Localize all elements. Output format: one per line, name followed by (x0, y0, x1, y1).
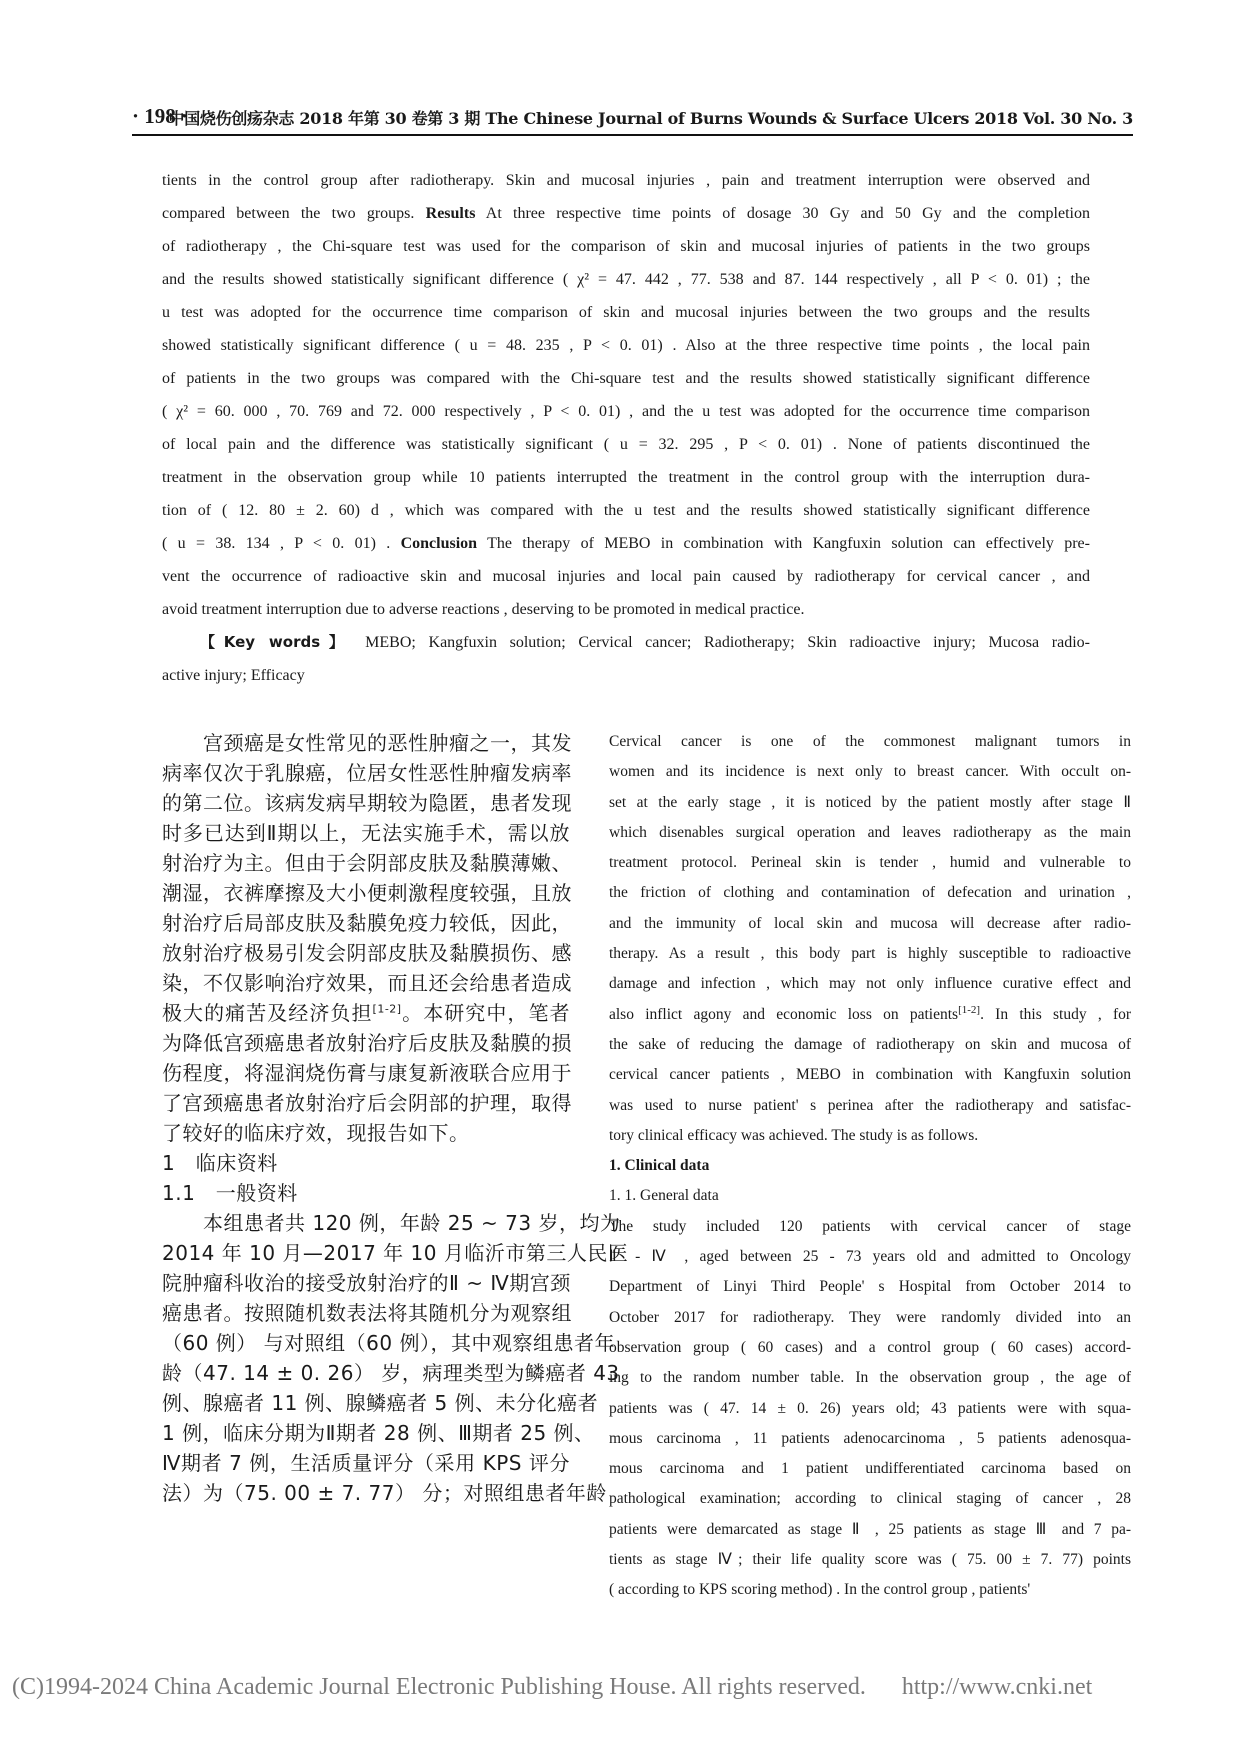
abstract-line: ( χ² = 60. 000 , 70. 769 and 72. 000 respectively , P < 0. 01) , and the u test was adopted for the occurrence time comparison (162, 403, 1090, 420)
abstract-line: of patients in the two groups was compared with the Chi-square test and the results showed statistically significant difference (162, 370, 1090, 387)
body-line: mous carcinoma , 11 patients adenocarcinoma , 5 patients adenosqua- (609, 1429, 1131, 1447)
abstract-line: u test was adopted for the occurrence time comparison of skin and mucosal injuries between the two groups and the results (162, 304, 1090, 321)
conclusion-label: Conclusion (400, 535, 478, 552)
body-line: Ⅱ - Ⅳ , aged between 25 - 73 years old and admitted to Oncology (609, 1248, 1131, 1266)
body-line: patients was ( 47. 14 ± 0. 26) years old; 43 patients were with squa- (609, 1399, 1131, 1417)
body-line: 院肿瘤科收治的接受放射治疗的Ⅱ ~ Ⅳ期宫颈 (162, 1271, 571, 1295)
page-number: · 198 · (132, 104, 189, 128)
body-line: 2014 年 10 月—2017 年 10 月临沂市第三人民医 (162, 1241, 629, 1265)
body-line: women and its incidence is next only to breast cancer. With occult on- (609, 763, 1131, 781)
body-line: set at the early stage , it is noticed by the patient mostly after stage Ⅱ (609, 793, 1131, 811)
body-line: 了宫颈癌患者放射治疗后会阴部的护理，取得 (162, 1091, 572, 1115)
body-line: 的第二位。该病发病早期较为隐匿，患者发现 (162, 791, 572, 815)
body-line: October 2017 for radiotherapy. They were randomly divided into an (609, 1308, 1131, 1326)
body-line: 伤程度，将湿润烧伤膏与康复新液联合应用于 (162, 1061, 572, 1085)
abstract-line: compared between the two groups. Results At three respective time points of dosage 30 Gy and 50 Gy and the completion (162, 205, 1090, 222)
body-line: ( according to KPS scoring method) . In the control group , patients' (609, 1581, 1031, 1599)
chinese-body-column (162, 728, 629, 1508)
body-line: which disenables surgical operation and leaves radiotherapy as the main (609, 823, 1131, 841)
english-body-column (609, 727, 1131, 1606)
body-line: 为降低宫颈癌患者放射治疗后皮肤及黏膜的损 (162, 1031, 572, 1055)
abstract-line: tients in the control group after radiotherapy. Skin and mucosal injuries , pain and treatment interruption were observed and (162, 172, 1090, 189)
body-line: and the immunity of local skin and mucosa will decrease after radio- (609, 914, 1131, 932)
cnki-url[interactable]: http://www.cnki.net (901, 1674, 1093, 1700)
keywords-label: 【Key words】 (200, 633, 353, 651)
body-line: 癌患者。按照随机数表法将其随机分为观察组 (162, 1301, 572, 1325)
keywords-line: 【Key words】 MEBO; Kangfuxin solution; Cervical cancer; Radiotherapy; Skin radioactive injury; Mucosa radio- (200, 633, 1090, 651)
body-line: 射治疗为主。但由于会阴部皮肤及黏膜薄嫩、 (162, 851, 572, 875)
body-line: 1 例，临床分期为Ⅱ期者 28 例、Ⅲ期者 25 例、 (162, 1421, 595, 1445)
subsection-heading: 1. 1. General data (609, 1187, 719, 1205)
copyright-text: (C)1994-2024 China Academic Journal Electronic Publishing House. All rights reserved. (12, 1674, 866, 1700)
citation: [1-2] (958, 1003, 981, 1016)
body-line: Ⅳ期者 7 例，生活质量评分（采用 KPS 评分 (162, 1451, 570, 1475)
body-line: treatment protocol. Perineal skin is tender , humid and vulnerable to (609, 854, 1131, 872)
abstract-line: avoid treatment interruption due to adverse reactions , deserving to be promoted in medical practice. (162, 601, 805, 618)
subsection-heading: 1.1 一般资料 (162, 1181, 298, 1205)
body-line: mous carcinoma and 1 patient undifferentiated carcinoma based on (609, 1460, 1131, 1478)
abstract-line: treatment in the observation group while 10 patients interrupted the treatment in the control group with the interruption dura- (162, 469, 1090, 486)
body-line: ing to the random number table. In the observation group , the age of (609, 1369, 1131, 1387)
results-label: Results (425, 205, 476, 222)
body-line: also inflict agony and economic loss on patients[1-2]. In this study , for (609, 1003, 1132, 1023)
header-rule (132, 134, 1133, 136)
body-line: 了较好的临床疗效，现报告如下。 (162, 1121, 470, 1145)
body-line: The study included 120 patients with cervical cancer of stage (609, 1217, 1131, 1235)
abstract-line: ( u = 38. 134 , P < 0. 01) . Conclusion The therapy of MEBO in combination with Kangfuxin solution can effectively pre- (162, 535, 1090, 552)
body-line: therapy. As a result , this body part is highly susceptible to radioactive (609, 945, 1131, 963)
body-line: tory clinical efficacy was achieved. The study is as follows. (609, 1126, 979, 1144)
body-line: 放射治疗极易引发会阴部皮肤及黏膜损伤、感 (162, 941, 572, 965)
abstract-line: of radiotherapy , the Chi-square test was used for the comparison of skin and mucosal injuries of patients in the two groups (162, 238, 1090, 255)
body-line: 龄（47. 14 ± 0. 26） 岁，病理类型为鳞癌者 43 (162, 1361, 620, 1385)
keywords-line: active injury; Efficacy (162, 667, 305, 684)
body-line: 染，不仅影响治疗效果，而且还会给患者造成 (162, 971, 572, 995)
body-line: the sake of reducing the damage of radiotherapy on skin and mucosa of (609, 1035, 1131, 1053)
body-line: 极大的痛苦及经济负担[1-2]。本研究中，笔者 (162, 1001, 571, 1025)
body-line: 病率仅次于乳腺癌，位居女性恶性肿瘤发病率 (162, 761, 572, 785)
body-line: 法）为（75. 00 ± 7. 77） 分；对照组患者年龄 (162, 1481, 607, 1505)
body-line: the friction of clothing and contamination of defecation and urination , (609, 884, 1131, 902)
english-abstract (162, 164, 1090, 692)
body-line: Cervical cancer is one of the commonest malignant tumors in (609, 733, 1131, 750)
abstract-line: of local pain and the difference was statistically significant ( u = 32. 295 , P < 0. 01) . None of patients discontinued the (162, 436, 1090, 453)
page-header (132, 104, 1133, 134)
body-line: was used to nurse patient' s perinea after the radiotherapy and satisfac- (609, 1096, 1131, 1114)
section-heading: 1 临床资料 (162, 1151, 278, 1175)
body-line: damage and infection , which may not only influence curative effect and (609, 975, 1131, 993)
copyright-footer (12, 1674, 1232, 1701)
section-heading: 1. Clinical data (609, 1157, 710, 1175)
body-line: patients were demarcated as stage Ⅱ , 25 patients as stage Ⅲ and 7 pa- (609, 1520, 1131, 1538)
body-line: tients as stage Ⅳ; their life quality score was ( 75. 00 ± 7. 77) points (609, 1551, 1131, 1569)
abstract-line: and the results showed statistically significant difference ( χ² = 47. 442 , 77. 538 and 87. 144 respectively , all P < 0. 01) ; the (162, 271, 1090, 288)
body-line: 射治疗后局部皮肤及黏膜免疫力较低，因此， (162, 911, 572, 935)
abstract-line: tion of ( 12. 80 ± 2. 60) d , which was compared with the u test and the results showed statistically significant difference (162, 502, 1090, 519)
body-line: Department of Linyi Third People' s Hospital from October 2014 to (609, 1278, 1131, 1296)
abstract-line: vent the occurrence of radioactive skin and mucosal injuries and local pain caused by radiotherapy for cervical cancer , and (162, 568, 1090, 585)
body-line: 时多已达到Ⅱ期以上，无法实施手术，需以放 (162, 821, 570, 845)
body-line: pathological examination; according to clinical staging of cancer , 28 (609, 1490, 1131, 1508)
body-line: 宫颈癌是女性常见的恶性肿瘤之一，其发 (162, 731, 572, 755)
body-line: （60 例） 与对照组（60 例），其中观察组患者年 (162, 1331, 615, 1355)
abstract-line: showed statistically significant difference ( u = 48. 235 , P < 0. 01) . Also at the three respective time points , the local pain (162, 337, 1090, 354)
body-line: 潮湿，衣裤摩擦及大小便刺激程度较强，且放 (162, 881, 572, 905)
body-line: 例、腺癌者 11 例、腺鳞癌者 5 例、未分化癌者 (162, 1391, 599, 1415)
citation: [1-2] (372, 1002, 402, 1016)
journal-running-title: 中国烧伤创疡杂志 2018 年第 30 卷第 3 期 The Chinese Journal of Burns Wounds & Surface Ulcers 2018 Vol. 30 No. 3 (168, 109, 1133, 128)
body-line: 本组患者共 120 例，年龄 25 ~ 73 岁，均为 (162, 1211, 621, 1235)
body-line: observation group ( 60 cases) and a control group ( 60 cases) accord- (609, 1338, 1131, 1356)
body-line: cervical cancer patients , MEBO in combination with Kangfuxin solution (609, 1066, 1131, 1084)
